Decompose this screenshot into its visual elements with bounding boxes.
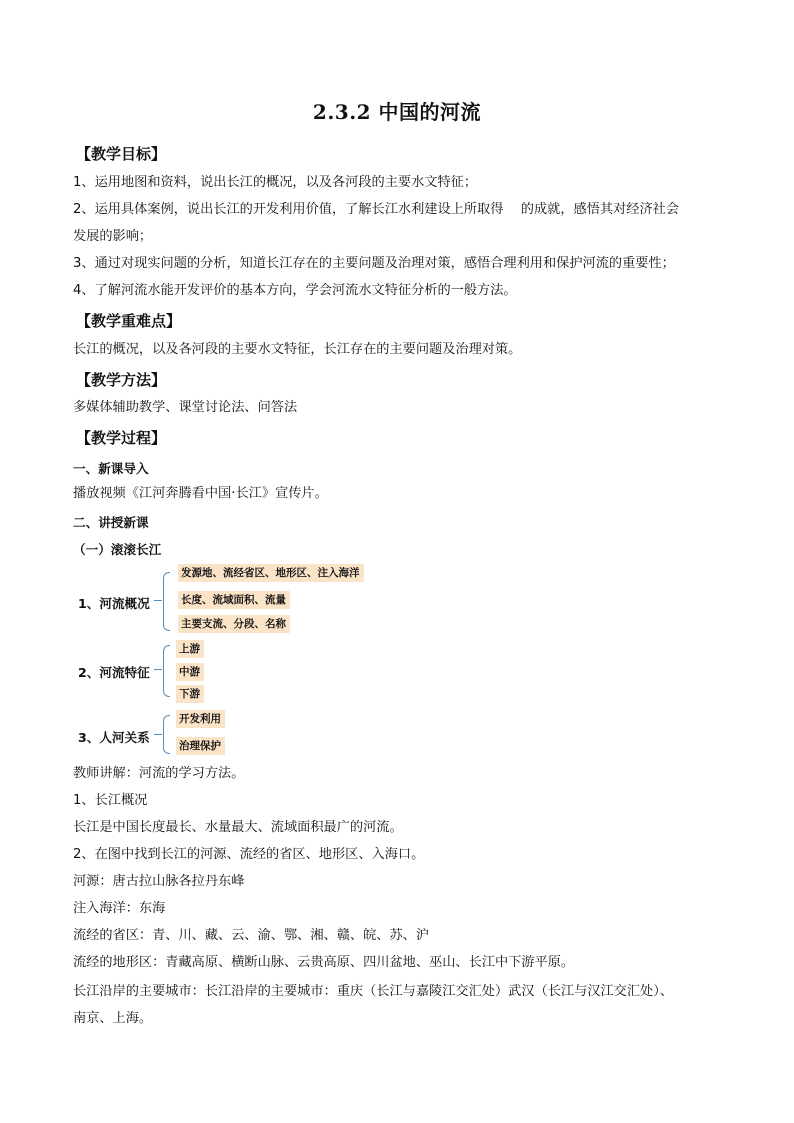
group2-item-3: 下游 bbox=[176, 685, 204, 703]
goal-line-2-cont: 发展的影响； bbox=[73, 229, 153, 244]
group2-label: 2、河流特征 bbox=[78, 665, 150, 680]
intro-text: 播放视频《江河奔腾看中国·长江》宣传片。 bbox=[73, 486, 328, 501]
group3-item-1: 开发利用 bbox=[176, 710, 225, 728]
group3-item-2: 治理保护 bbox=[176, 737, 225, 755]
group3-brace bbox=[163, 715, 170, 754]
cities-line-cont: 南京、上海。 bbox=[73, 1011, 153, 1026]
group1-item-3: 主要支流、分段、名称 bbox=[178, 615, 290, 633]
goals-heading: 【教学目标】 bbox=[76, 145, 167, 163]
group3-label: 3、人河关系 bbox=[78, 730, 150, 745]
lecture-heading: 二、讲授新课 bbox=[73, 515, 149, 530]
overview-text: 长江是中国长度最长、水量最大、流域面积最广的河流。 bbox=[73, 820, 403, 835]
group2-brace bbox=[163, 645, 170, 697]
key-text: 长江的概况，以及各河段的主要水文特征，长江存在的主要问题及治理对策。 bbox=[73, 342, 522, 357]
goal-line-2: 2、运用具体案例，说出长江的开发利用价值，了解长江水利建设上所取得 的成就，感悟其对经济社会 bbox=[73, 202, 680, 217]
goal-line-4: 4、了解河流水能开发评价的基本方向，学会河流水文特征分析的一般方法。 bbox=[73, 283, 517, 298]
page-title: 2.3.2 中国的河流 bbox=[312, 100, 482, 124]
group1-label: 1、河流概况 bbox=[78, 596, 150, 611]
group1-brace bbox=[163, 572, 170, 631]
group1-item-2: 长度、流域面积、流量 bbox=[178, 591, 290, 609]
group2-item-1: 上游 bbox=[176, 640, 204, 658]
group3-connector bbox=[154, 734, 162, 735]
group1-item-1: 发源地、流经省区、地形区、注入海洋 bbox=[178, 564, 364, 582]
landforms-line: 流经的地形区：青藏高原、横断山脉、云贵高原、四川盆地、巫山、长江中下游平原。 bbox=[73, 955, 575, 970]
part1-heading: （一）滚滚长江 bbox=[73, 542, 162, 557]
process-heading: 【教学过程】 bbox=[76, 429, 167, 447]
group1-connector bbox=[154, 600, 162, 601]
method-text: 多媒体辅助教学、课堂讨论法、问答法 bbox=[73, 400, 298, 415]
group2-item-2: 中游 bbox=[176, 663, 204, 681]
overview-heading: 1、长江概况 bbox=[73, 793, 148, 808]
intro-heading: 一、新课导入 bbox=[73, 461, 149, 476]
goal-line-1: 1、运用地图和资料，说出长江的概况，以及各河段的主要水文特征； bbox=[73, 175, 478, 190]
cities-line: 长江沿岸的主要城市：长江沿岸的主要城市：重庆（长江与嘉陵江交汇处）武汉（长江与汉江交汇处）、 bbox=[73, 984, 674, 999]
goal-line-3: 3、通过对现实问题的分析，知道长江存在的主要问题及治理对策，感悟合理利用和保护河流的重要性； bbox=[73, 256, 675, 271]
key-heading: 【教学重难点】 bbox=[76, 312, 182, 330]
group2-connector bbox=[154, 669, 162, 670]
source-line: 河源：唐古拉山脉各拉丹东峰 bbox=[73, 874, 245, 889]
map-task: 2、在图中找到长江的河源、流经的省区、地形区、入海口。 bbox=[73, 847, 425, 862]
provinces-line: 流经的省区：青、川、藏、云、渝、鄂、湘、赣、皖、苏、沪 bbox=[73, 928, 430, 943]
method-heading: 【教学方法】 bbox=[76, 371, 167, 389]
outlet-line: 注入海洋：东海 bbox=[73, 901, 166, 916]
teacher-note: 教师讲解：河流的学习方法。 bbox=[73, 766, 245, 781]
